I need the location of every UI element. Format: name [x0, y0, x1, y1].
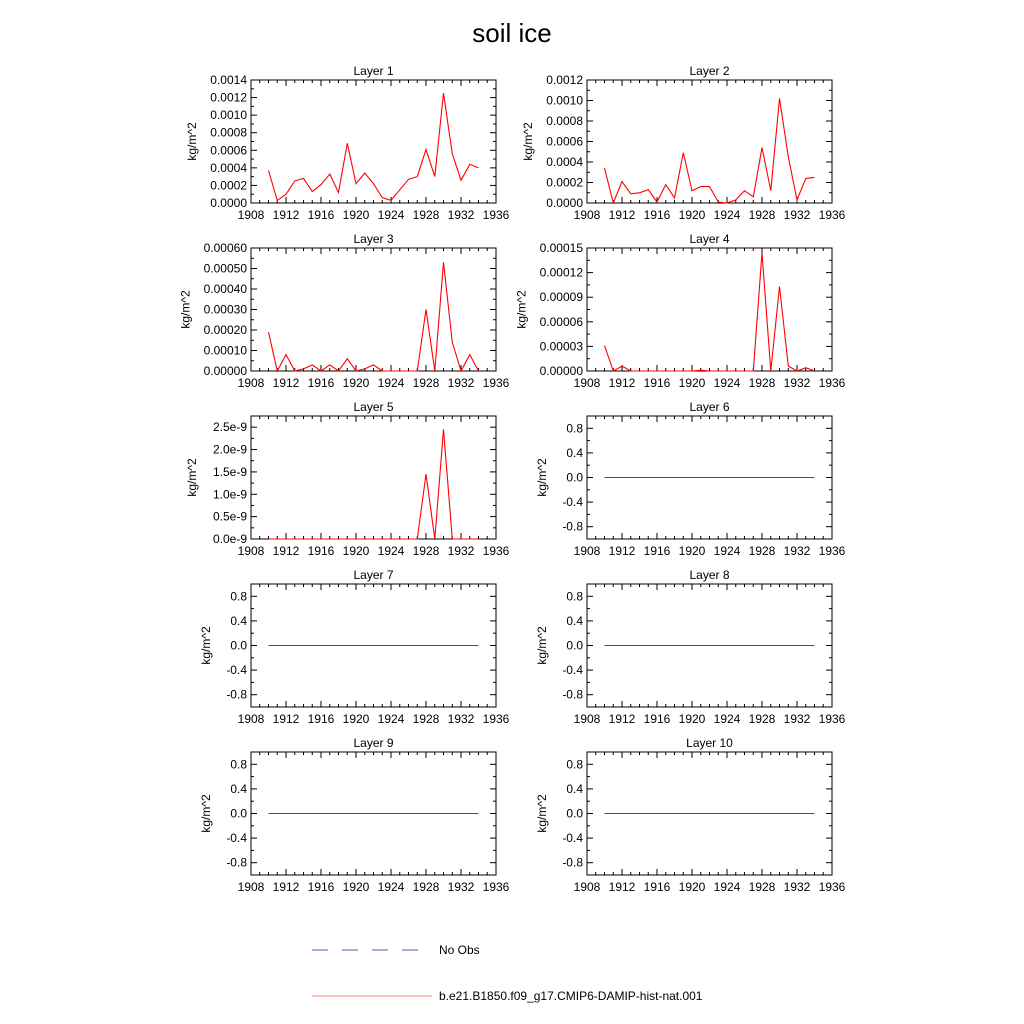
x-tick-label: 1912 [272, 544, 300, 558]
panel-title: Layer 6 [689, 400, 730, 414]
x-tick-label: 1920 [678, 544, 706, 558]
x-tick-label: 1924 [377, 376, 405, 390]
x-tick-label: 1932 [783, 208, 811, 222]
y-tick-label: 0.4 [566, 781, 583, 796]
x-tick-label: 1920 [342, 880, 370, 894]
panel-4 [514, 232, 845, 390]
x-tick-label: 1908 [573, 544, 601, 558]
y-tick-label: -0.8 [226, 687, 247, 702]
y-tick-label: 0.00020 [203, 323, 247, 337]
y-axis-label: kg/m^2 [178, 290, 193, 329]
y-tick-label: 0.00010 [203, 343, 247, 358]
x-tick-label: 1908 [573, 712, 601, 726]
x-tick-label: 1936 [482, 880, 510, 894]
y-tick-label: 0.00050 [203, 261, 247, 276]
y-tick-label: 0.0008 [210, 125, 247, 140]
x-tick-label: 1916 [643, 712, 671, 726]
x-tick-label: 1920 [342, 712, 370, 726]
x-tick-label: 1936 [818, 712, 846, 726]
x-tick-label: 1936 [482, 376, 510, 390]
y-tick-label: 0.8 [566, 589, 583, 604]
x-tick-label: 1912 [608, 544, 636, 558]
y-tick-label: -0.8 [226, 855, 247, 870]
x-tick-label: 1928 [412, 544, 440, 558]
panel-title: Layer 1 [353, 64, 394, 78]
panel-title: Layer 7 [353, 568, 394, 582]
y-tick-label: 0.0 [566, 806, 583, 821]
x-tick-label: 1916 [307, 376, 335, 390]
y-tick-label: 0.0012 [210, 90, 247, 105]
series-line [269, 429, 479, 539]
x-tick-label: 1928 [412, 880, 440, 894]
panel-title: Layer 3 [353, 232, 394, 246]
x-tick-label: 1920 [678, 208, 706, 222]
y-tick-label: 0.8 [230, 757, 247, 772]
y-tick-label: 0.4 [566, 613, 583, 628]
y-axis-label: kg/m^2 [534, 794, 549, 833]
y-tick-label: 0.00009 [539, 290, 583, 305]
x-tick-label: 1908 [237, 880, 265, 894]
panel-8 [535, 568, 846, 726]
x-tick-label: 1932 [447, 376, 475, 390]
panel-6 [535, 400, 846, 558]
x-tick-label: 1908 [237, 712, 265, 726]
panel-title: Layer 5 [353, 400, 394, 414]
x-tick-label: 1916 [307, 712, 335, 726]
y-tick-label: 0.00000 [539, 364, 583, 378]
x-tick-label: 1920 [678, 880, 706, 894]
x-tick-label: 1924 [377, 880, 405, 894]
y-tick-label: 0.0 [230, 806, 247, 821]
y-tick-label: 0.0008 [546, 114, 583, 128]
plot-frame [251, 416, 496, 539]
y-tick-label: 0.5e-9 [212, 509, 247, 524]
x-tick-label: 1908 [573, 208, 601, 222]
y-tick-label: 0.00040 [203, 282, 247, 296]
x-tick-label: 1924 [713, 208, 741, 222]
y-axis-label: kg/m^2 [198, 794, 213, 833]
y-tick-label: 0.0000 [210, 196, 247, 210]
y-tick-label: 0.00003 [539, 339, 583, 354]
y-tick-label: 0.0004 [546, 155, 583, 169]
x-tick-label: 1936 [818, 880, 846, 894]
x-tick-label: 1932 [447, 712, 475, 726]
y-tick-label: 0.0000 [546, 196, 583, 210]
y-tick-label: 0.0012 [546, 73, 583, 87]
x-tick-label: 1924 [713, 544, 741, 558]
legend [312, 943, 703, 1003]
y-tick-label: -0.4 [562, 663, 583, 678]
y-tick-label: 0.0002 [210, 178, 247, 193]
series-line [605, 98, 815, 203]
y-axis-label: kg/m^2 [534, 458, 549, 497]
x-tick-label: 1916 [307, 208, 335, 222]
y-tick-label: 0.00030 [203, 302, 247, 317]
y-tick-label: 0.4 [230, 781, 247, 796]
y-tick-label: 0.0 [230, 638, 247, 653]
series-line [269, 93, 479, 200]
panels [178, 64, 845, 894]
plot-frame [587, 248, 832, 371]
x-tick-label: 1924 [713, 712, 741, 726]
x-tick-label: 1928 [412, 376, 440, 390]
y-axis-label: kg/m^2 [514, 290, 529, 329]
y-tick-label: 0.0014 [210, 73, 247, 87]
x-tick-label: 1912 [272, 880, 300, 894]
panel-5 [185, 400, 509, 558]
y-tick-label: 0.00060 [203, 241, 247, 255]
y-tick-label: 0.0006 [546, 134, 583, 149]
legend-label-model: b.e21.B1850.f09_g17.CMIP6-DAMIP-hist-nat.001 [439, 989, 703, 1003]
x-tick-label: 1916 [307, 544, 335, 558]
y-tick-label: 0.0010 [546, 93, 583, 108]
x-tick-label: 1920 [678, 712, 706, 726]
x-tick-label: 1928 [748, 880, 776, 894]
y-tick-label: 0.0 [566, 470, 583, 485]
x-tick-label: 1928 [412, 712, 440, 726]
x-tick-label: 1920 [342, 376, 370, 390]
panel-2 [521, 64, 845, 222]
y-axis-label: kg/m^2 [521, 122, 536, 161]
y-tick-label: 2.0e-9 [212, 442, 247, 457]
y-tick-label: 0.0002 [546, 175, 583, 190]
x-tick-label: 1908 [237, 208, 265, 222]
y-tick-label: 0.0 [566, 638, 583, 653]
x-tick-label: 1920 [678, 376, 706, 390]
x-tick-label: 1912 [608, 208, 636, 222]
y-tick-label: 1.5e-9 [212, 464, 247, 479]
y-tick-label: 0.0e-9 [212, 532, 247, 546]
panel-title: Layer 9 [353, 736, 394, 750]
y-tick-label: 0.8 [566, 421, 583, 436]
x-tick-label: 1912 [608, 880, 636, 894]
panel-title: Layer 8 [689, 568, 730, 582]
x-tick-label: 1924 [377, 544, 405, 558]
series-line [269, 262, 479, 371]
panel-3 [178, 232, 509, 390]
y-tick-label: 0.0004 [210, 160, 247, 175]
y-tick-label: 2.5e-9 [212, 420, 247, 435]
x-tick-label: 1928 [412, 208, 440, 222]
y-tick-label: -0.8 [562, 519, 583, 534]
x-tick-label: 1912 [608, 376, 636, 390]
y-tick-label: 0.0006 [210, 143, 247, 158]
y-tick-label: 1.0e-9 [212, 487, 247, 502]
x-tick-label: 1932 [783, 376, 811, 390]
x-tick-label: 1916 [643, 880, 671, 894]
panel-9 [199, 736, 510, 894]
panel-title: Layer 2 [689, 64, 730, 78]
x-tick-label: 1920 [342, 208, 370, 222]
y-tick-label: -0.4 [226, 663, 247, 678]
x-tick-label: 1916 [643, 208, 671, 222]
panel-10 [535, 736, 846, 894]
y-tick-label: 0.00000 [203, 364, 247, 378]
y-tick-label: 0.8 [566, 757, 583, 772]
x-tick-label: 1936 [818, 544, 846, 558]
x-tick-label: 1928 [748, 712, 776, 726]
x-tick-label: 1924 [713, 376, 741, 390]
x-tick-label: 1912 [272, 712, 300, 726]
main-title: soil ice [472, 18, 552, 48]
y-axis-label: kg/m^2 [534, 626, 549, 665]
x-tick-label: 1916 [643, 376, 671, 390]
series-line [605, 253, 815, 371]
x-tick-label: 1936 [482, 208, 510, 222]
x-tick-label: 1932 [447, 880, 475, 894]
y-tick-label: -0.4 [562, 831, 583, 846]
x-tick-label: 1908 [237, 544, 265, 558]
x-tick-label: 1912 [608, 712, 636, 726]
x-tick-label: 1928 [748, 208, 776, 222]
x-tick-label: 1932 [783, 544, 811, 558]
y-tick-label: 0.4 [230, 613, 247, 628]
x-tick-label: 1924 [377, 712, 405, 726]
x-tick-label: 1916 [643, 544, 671, 558]
legend-label-no-obs: No Obs [439, 943, 480, 957]
y-tick-label: -0.8 [562, 687, 583, 702]
x-tick-label: 1916 [307, 880, 335, 894]
panel-1 [185, 64, 509, 222]
panel-7 [199, 568, 510, 726]
x-tick-label: 1936 [482, 712, 510, 726]
y-tick-label: 0.00006 [539, 314, 583, 329]
x-tick-label: 1932 [447, 208, 475, 222]
panel-title: Layer 4 [689, 232, 730, 246]
y-tick-label: 0.8 [230, 589, 247, 604]
x-tick-label: 1908 [573, 376, 601, 390]
y-tick-label: 0.00015 [539, 241, 583, 255]
x-tick-label: 1932 [447, 544, 475, 558]
x-tick-label: 1936 [482, 544, 510, 558]
x-tick-label: 1912 [272, 376, 300, 390]
x-tick-label: 1908 [237, 376, 265, 390]
y-tick-label: -0.4 [226, 831, 247, 846]
x-tick-label: 1912 [272, 208, 300, 222]
y-tick-label: 0.00012 [539, 265, 583, 280]
y-tick-label: -0.8 [562, 855, 583, 870]
x-tick-label: 1920 [342, 544, 370, 558]
plot-frame [251, 248, 496, 371]
x-tick-label: 1936 [818, 376, 846, 390]
x-tick-label: 1924 [713, 880, 741, 894]
x-tick-label: 1932 [783, 880, 811, 894]
y-axis-label: kg/m^2 [198, 626, 213, 665]
y-tick-label: 0.0010 [210, 108, 247, 123]
x-tick-label: 1908 [573, 880, 601, 894]
panel-title: Layer 10 [686, 736, 733, 750]
x-tick-label: 1932 [783, 712, 811, 726]
x-tick-label: 1928 [748, 376, 776, 390]
x-tick-label: 1924 [377, 208, 405, 222]
x-tick-label: 1928 [748, 544, 776, 558]
y-axis-label: kg/m^2 [185, 122, 200, 161]
y-tick-label: -0.4 [562, 495, 583, 510]
y-axis-label: kg/m^2 [185, 458, 200, 497]
y-tick-label: 0.4 [566, 445, 583, 460]
x-tick-label: 1936 [818, 208, 846, 222]
